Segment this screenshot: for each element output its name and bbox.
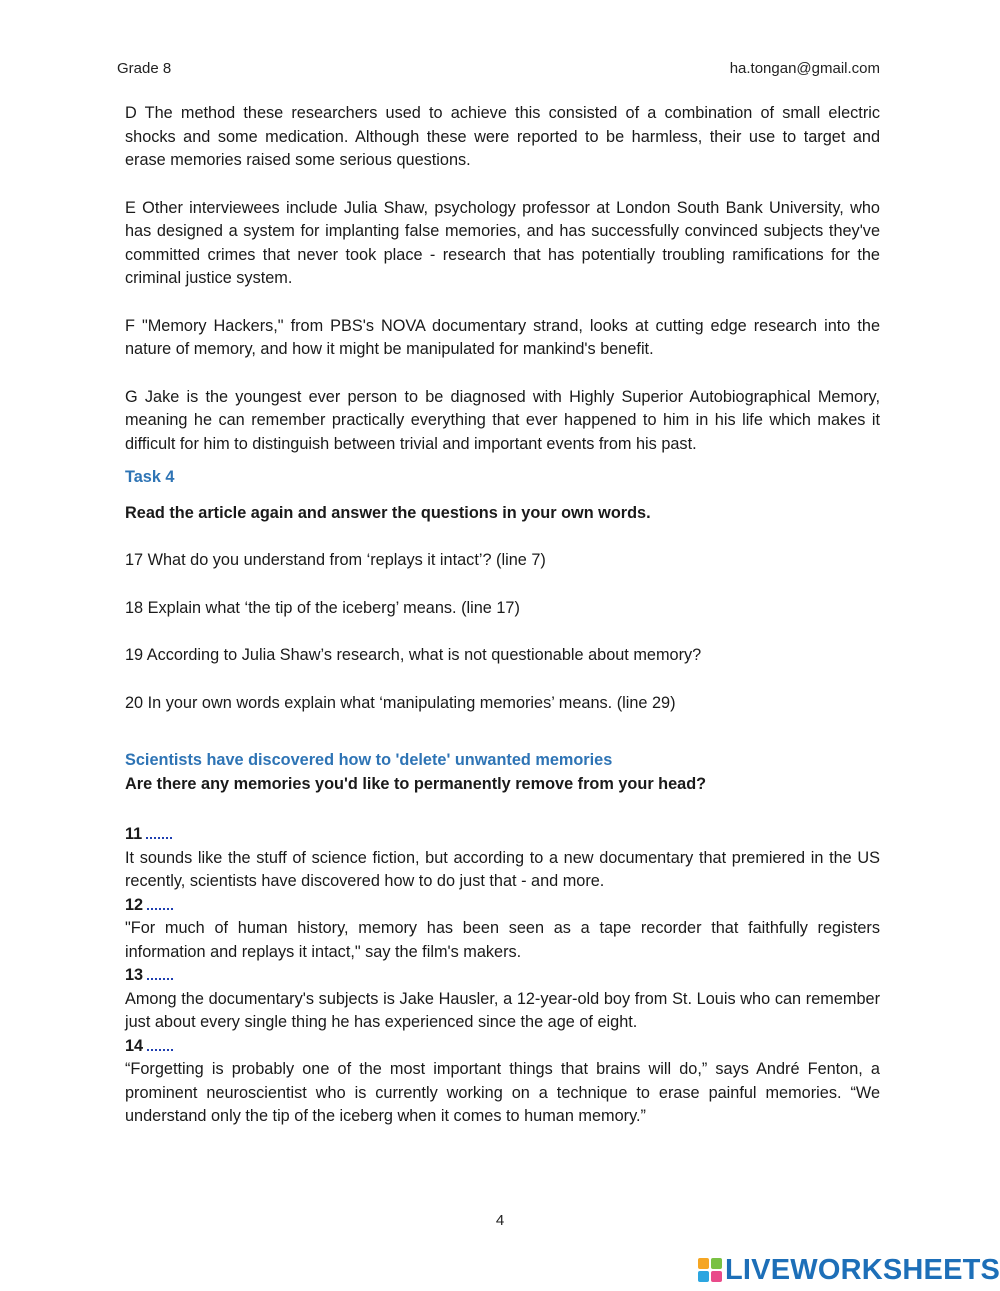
worksheet-content [125, 102, 880, 1129]
page-number: 4 [495, 1212, 505, 1229]
article-title: Scientists have discovered how to 'delete' unwanted memories [125, 751, 613, 769]
paragraph-e: E Other interviewees include Julia Shaw, psychology professor at London South Bank University, who has designed a system for implanting false memories, and has successfully convinced subjects they've committed crimes that never took place - research that has potentially troubling ramifications for the criminal justice system. [125, 198, 880, 287]
gap-number: 11 [125, 825, 143, 843]
gap-11-row [125, 823, 880, 847]
liveworksheets-logo [698, 1255, 1000, 1285]
gap-paragraph: It sounds like the stuff of science fiction, but according to a new documentary that premiered in the US recently, scientists have discovered how to do just that - and more. [125, 848, 880, 890]
answer-blank-14[interactable] [147, 1035, 173, 1051]
gap-number: 14 [125, 1036, 144, 1055]
paragraph-f: F "Memory Hackers," from PBS's NOVA documentary strand, looks at cutting edge research into the nature of memory, and how it might be manipulated for mankind's benefit. [125, 316, 880, 358]
task-title: Task 4 [125, 468, 175, 486]
gap-14-row [125, 1035, 880, 1059]
logo-text: LIVEWORKSHEETS [725, 1254, 1000, 1286]
question-19: 19 According to Julia Shaw’s research, what is not questionable about memory? [125, 646, 702, 664]
header-email: ha.tongan@gmail.com [729, 60, 880, 77]
gap-number: 12 [125, 895, 144, 914]
gap-number: 13 [125, 966, 144, 984]
answer-blank-13[interactable] [147, 964, 173, 980]
gap-paragraph: “Forgetting is probably one of the most important things that brains will do,” says André Fenton, a prominent neuroscientist who is currently working on a technique to erase painful memories. “We understand only the tip of the iceberg when it comes to human memory.” [125, 1060, 880, 1125]
answer-blank-12[interactable] [147, 894, 173, 910]
question-20: 20 In your own words explain what ‘manipulating memories’ means. (line 29) [125, 693, 676, 712]
gap-13-row [125, 964, 880, 988]
header-grade: Grade 8 [117, 60, 172, 77]
question-18: 18 Explain what ‘the tip of the iceberg’ means. (line 17) [125, 598, 520, 617]
article-subtitle: Are there any memories you'd like to permanently remove from your head? [125, 774, 707, 793]
task-instruction: Read the article again and answer the questions in your own words. [125, 503, 651, 522]
gap-paragraph: Among the documentary's subjects is Jake Hausler, a 12-year-old boy from St. Louis who can remember just about every single thing he has experienced since the age of eight. [125, 989, 880, 1031]
paragraph-g: G Jake is the youngest ever person to be diagnosed with Highly Superior Autobiographical Memory, meaning he can remember practically everything that ever happened to him in his life which makes it difficult for him to distinguish between trivial and important events from his past. [125, 387, 880, 453]
gap-paragraph: "For much of human history, memory has been seen as a tape recorder that faithfully registers information and replays it intact," say the film's makers. [125, 919, 880, 961]
answer-blank-11[interactable] [146, 823, 172, 839]
paragraph-d: D The method these researchers used to achieve this consisted of a combination of small electric shocks and some medication. Although these were reported to be harmless, their use to target and erase memories raised some serious questions. [125, 104, 880, 169]
liveworksheets-logo-icon [698, 1258, 722, 1282]
gap-12-row [125, 894, 880, 918]
question-17: 17 What do you understand from ‘replays it intact’? (line 7) [125, 551, 546, 569]
